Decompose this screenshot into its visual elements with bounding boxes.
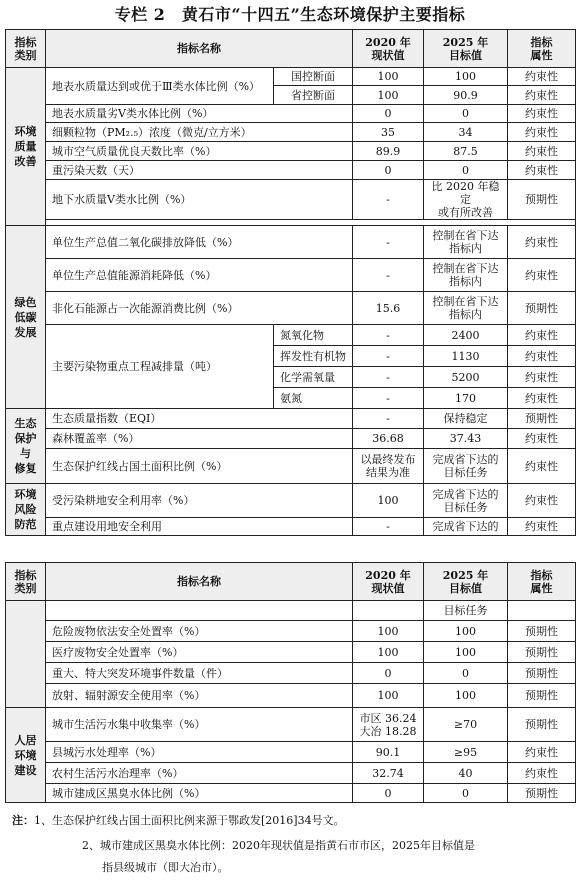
indicator-table-part-2 [5, 562, 576, 803]
attribute: 约束性 [508, 346, 576, 367]
table-row [6, 518, 576, 536]
value-2025: 37.43 [424, 429, 508, 449]
footnote-text: 2、城市建成区黑臭水体比例：2020年现状值是指黄石市市区，2025年目标值是 [82, 839, 475, 852]
category-risk-continued [6, 601, 46, 708]
value-2020: 100 [353, 621, 424, 642]
header-name: 指标名称 [46, 30, 353, 68]
header-2025: 2025 年 目标值 [424, 30, 508, 68]
footnote-text: 指县级城市（即大冶市）。 [102, 861, 229, 874]
value-2025: 控制在省下达 指标内 [424, 259, 508, 292]
attribute: 预期性 [508, 642, 576, 663]
value-2025: ≥95 [424, 742, 508, 763]
indicator-table-part-1 [5, 29, 576, 536]
value-2020 [353, 601, 424, 621]
attribute: 约束性 [508, 68, 576, 86]
value-2025: 控制在省下达 指标内 [424, 292, 508, 325]
value-2020: - [353, 367, 424, 388]
table-row [6, 429, 576, 449]
table-row [6, 642, 576, 663]
table-row [6, 325, 576, 346]
value-2025: 完成省下达的 目标任务 [424, 484, 508, 518]
table-row [6, 784, 576, 803]
value-2025: 170 [424, 388, 508, 409]
value-2020: - [353, 409, 424, 429]
category-living-environment: 人居 环境 建设 [6, 708, 46, 803]
indicator-name: 生态保护红线占国土面积比例（%） [46, 449, 353, 484]
indicator-name: 森林覆盖率（%） [46, 429, 353, 449]
category-env-quality: 环境 质量 改善 [6, 68, 46, 226]
value-2020: 100 [353, 642, 424, 663]
attribute: 约束性 [508, 142, 576, 161]
table-row [6, 142, 576, 161]
table-row [6, 601, 576, 621]
value-2020: - [353, 226, 424, 259]
table-row [6, 161, 576, 180]
table-row [6, 409, 576, 429]
indicator-name: 危险废物依法安全处置率（%） [46, 621, 353, 642]
header-attr: 指标 属性 [508, 563, 576, 601]
attribute: 预期性 [508, 180, 576, 220]
value-2025: 40 [424, 763, 508, 784]
table-row [6, 484, 576, 518]
indicator-name: 生态质量指数（EQI） [46, 409, 353, 429]
table-row [6, 663, 576, 684]
value-2025: 90.9 [424, 86, 508, 105]
attribute: 约束性 [508, 325, 576, 346]
value-2020: 15.6 [353, 292, 424, 325]
header-attr: 指标 属性 [508, 30, 576, 68]
sub-indicator: 氮氧化物 [274, 325, 353, 346]
value-2020: 以最终发布 结果为准 [353, 449, 424, 484]
indicator-name: 单位生产总值二氧化碳排放降低（%） [46, 226, 353, 259]
table-row [6, 684, 576, 708]
value-2025: 5200 [424, 367, 508, 388]
value-2025: 完成省下达的 目标任务 [424, 449, 508, 484]
attribute: 约束性 [508, 367, 576, 388]
table-header-row [6, 563, 576, 601]
value-2025: 目标任务 [424, 601, 508, 621]
attribute: 约束性 [508, 105, 576, 123]
sub-indicator: 化学需氧量 [274, 367, 353, 388]
value-2025: 保持稳定 [424, 409, 508, 429]
value-2025: 2400 [424, 325, 508, 346]
table-row [6, 292, 576, 325]
value-2020: - [353, 180, 424, 220]
sub-indicator: 省控断面 [274, 86, 353, 105]
table-row [6, 226, 576, 259]
indicator-name: 医疗废物安全处置率（%） [46, 642, 353, 663]
table-row [6, 68, 576, 86]
value-2025: 100 [424, 642, 508, 663]
value-2020: 100 [353, 484, 424, 518]
indicator-name: 城市生活污水集中收集率（%） [46, 708, 353, 742]
header-category: 指标 类别 [6, 30, 46, 68]
value-2020: 0 [353, 784, 424, 803]
indicator-name: 重点建设用地安全利用 [46, 518, 353, 536]
table-row [6, 742, 576, 763]
footnote-1 [12, 810, 572, 831]
value-2025: 0 [424, 663, 508, 684]
value-2025: 34 [424, 123, 508, 142]
value-2025: 控制在省下达 指标内 [424, 226, 508, 259]
value-2020: 32.74 [353, 763, 424, 784]
value-2020: - [353, 518, 424, 536]
indicator-name: 城市空气质量优良天数比率（%） [46, 142, 353, 161]
page-title: 专栏 2 黄石市“十四五”生态环境保护主要指标 [114, 5, 466, 24]
attribute: 约束性 [508, 742, 576, 763]
header-name: 指标名称 [46, 563, 353, 601]
indicator-name: 农村生活污水治理率（%） [46, 763, 353, 784]
category-eco-protection: 生态 保护 与 修复 [6, 409, 46, 484]
value-2020: - [353, 325, 424, 346]
table-row [6, 123, 576, 142]
attribute: 约束性 [508, 388, 576, 409]
attribute: 预期性 [508, 292, 576, 325]
indicator-name: 城市建成区黑臭水体比例（%） [46, 784, 353, 803]
sub-indicator: 国控断面 [274, 68, 353, 86]
table-row [6, 449, 576, 484]
table-row [6, 708, 576, 742]
category-green-development: 绿色 低碳 发展 [6, 226, 46, 409]
header-2025: 2025 年 目标值 [424, 563, 508, 601]
value-2020: 90.1 [353, 742, 424, 763]
indicator-name: 放射、辐射源安全使用率（%） [46, 684, 353, 708]
attribute: 预期性 [508, 708, 576, 742]
value-2025: 0 [424, 161, 508, 180]
value-2020: 市区 36.24 大冶 18.28 [353, 708, 424, 742]
value-2025: 100 [424, 68, 508, 86]
value-2020: 0 [353, 663, 424, 684]
value-2020: 36.68 [353, 429, 424, 449]
indicator-name-continued [46, 601, 353, 621]
value-2020: 100 [353, 68, 424, 86]
header-2020: 2020 年 现状值 [353, 30, 424, 68]
table-row [6, 105, 576, 123]
value-2020: 89.9 [353, 142, 424, 161]
indicator-name: 单位生产总值能源消耗降低（%） [46, 259, 353, 292]
value-2020: 0 [353, 105, 424, 123]
indicator-name: 地表水质量达到或优于Ⅲ类水体比例（%） [46, 68, 274, 105]
indicator-name: 重污染天数（天） [46, 161, 353, 180]
value-2025: 0 [424, 105, 508, 123]
table-header-row [6, 30, 576, 68]
indicator-name: 地下水质量Ⅴ类水比例（%） [46, 180, 353, 220]
attribute [508, 601, 576, 621]
value-2025: 100 [424, 621, 508, 642]
footnote-2 [82, 835, 572, 856]
indicator-name: 受污染耕地安全利用率（%） [46, 484, 353, 518]
sub-indicator: 挥发性有机物 [274, 346, 353, 367]
attribute: 约束性 [508, 484, 576, 518]
sub-indicator: 氨氮 [274, 388, 353, 409]
value-2025: 0 [424, 784, 508, 803]
attribute: 约束性 [508, 449, 576, 484]
attribute: 预期性 [508, 409, 576, 429]
indicator-name: 县城污水处理率（%） [46, 742, 353, 763]
table-row [6, 763, 576, 784]
value-2020: - [353, 388, 424, 409]
value-2020: 0 [353, 161, 424, 180]
attribute: 预期性 [508, 784, 576, 803]
attribute: 约束性 [508, 259, 576, 292]
attribute: 约束性 [508, 763, 576, 784]
value-2025: 87.5 [424, 142, 508, 161]
indicator-name: 细颗粒物（PM₂.₅）浓度（微克/立方米） [46, 123, 353, 142]
indicator-name: 主要污染物重点工程减排量（吨） [46, 325, 274, 409]
value-2025: 完成省下达的 [424, 518, 508, 536]
value-2025: 比 2020 年稳定 或有所改善 [424, 180, 508, 220]
footnote-2-continued [102, 857, 572, 878]
category-risk-prevention: 环境 风险 防范 [6, 484, 46, 536]
value-2025: ≥70 [424, 708, 508, 742]
attribute: 约束性 [508, 123, 576, 142]
value-2025: 1130 [424, 346, 508, 367]
attribute: 约束性 [508, 86, 576, 105]
table-row [6, 180, 576, 220]
value-2020: 100 [353, 684, 424, 708]
value-2020: 100 [353, 86, 424, 105]
attribute: 预期性 [508, 621, 576, 642]
value-2020: - [353, 259, 424, 292]
table-row [6, 259, 576, 292]
indicator-name: 重大、特大突发环境事件数量（件） [46, 663, 353, 684]
attribute: 约束性 [508, 161, 576, 180]
table-row [6, 621, 576, 642]
attribute: 约束性 [508, 226, 576, 259]
footnote-label: 注： [12, 814, 34, 827]
attribute: 约束性 [508, 518, 576, 536]
attribute: 预期性 [508, 663, 576, 684]
indicator-name: 非化石能源占一次能源消费比例（%） [46, 292, 353, 325]
indicator-name: 地表水质量劣Ⅴ类水体比例（%） [46, 105, 353, 123]
header-category: 指标 类别 [6, 563, 46, 601]
attribute: 约束性 [508, 429, 576, 449]
header-2020: 2020 年 现状值 [353, 563, 424, 601]
attribute: 预期性 [508, 684, 576, 708]
value-2025: 100 [424, 684, 508, 708]
value-2020: - [353, 346, 424, 367]
value-2020: 35 [353, 123, 424, 142]
footnote-text: 1、生态保护红线占国土面积比例来源于鄂政发[2016]34号文。 [34, 814, 345, 827]
